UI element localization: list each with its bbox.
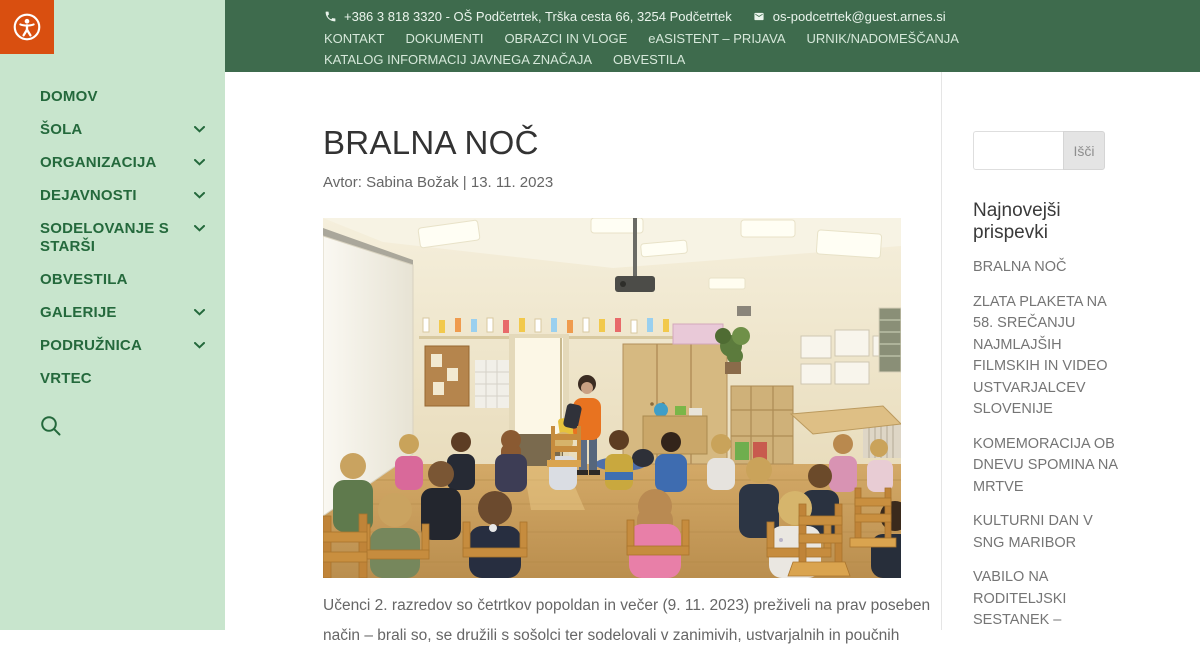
sidebar-item-vrtec[interactable]: VRTEC (40, 370, 92, 387)
sidebar-item-domov[interactable]: DOMOV (40, 88, 98, 105)
chevron-down-icon (194, 225, 205, 232)
sidebar-item-sodelovanje-s-starsi[interactable]: SODELOVANJE S STARŠI (40, 220, 207, 256)
phone-info: +386 3 818 3320 - OŠ Podčetrtek, Trška cesta 66, 3254 Podčetrtek (324, 6, 732, 28)
phone-icon (324, 10, 337, 23)
recent-post-link[interactable]: VABILO NA RODITELJSKI SESTANEK – (973, 569, 1067, 628)
sidebar-item-dejavnosti[interactable]: DEJAVNOSTI (40, 187, 207, 205)
topbar-link-urnik[interactable]: URNIK/NADOMEŠČANJA (806, 30, 959, 46)
sidebar-item-obvestila[interactable]: OBVESTILA (40, 271, 128, 288)
recent-post-link[interactable]: KOMEMORACIJA OB DNEVU SPOMINA NA MRTVE (973, 435, 1118, 495)
email-link[interactable]: os-podcetrtek@guest.arnes.si (752, 6, 946, 28)
page-title: BRALNA NOČ (323, 124, 539, 161)
article (323, 124, 939, 651)
search-form (973, 131, 1121, 170)
recent-posts-list (973, 257, 1121, 632)
topbar-link-katalog[interactable]: KATALOG INFORMACIJ JAVNEGA ZNAČAJA (324, 52, 592, 67)
recent-post-link[interactable]: ZLATA PLAKETA NA 58. SREČANJU NAJMLAJŠIH FILMSKIH IN VIDEO USTVARJALCEV SLOVENIJE (973, 293, 1108, 417)
topbar-link-obrazci[interactable]: OBRAZCI IN VLOGE (504, 30, 628, 46)
sidebar (0, 0, 225, 630)
chevron-down-icon (194, 159, 205, 166)
topbar-link-obvestila[interactable]: OBVESTILA (613, 52, 686, 67)
topbar-link-easistent[interactable]: eASISTENT – PRIJAVA (648, 30, 786, 46)
sidebar-item-podruznica[interactable]: PODRUŽNICA (40, 337, 207, 355)
search-input[interactable] (973, 131, 1063, 170)
recent-post-link[interactable]: BRALNA NOČ (973, 259, 1067, 275)
sidebar-item-organizacija[interactable]: ORGANIZACIJA (40, 154, 207, 172)
accessibility-icon (11, 11, 43, 43)
article-photo (323, 218, 901, 578)
chevron-down-icon (194, 309, 205, 316)
sidebar-search-button[interactable] (40, 415, 62, 437)
article-body: Učenci 2. razredov so četrtkov popoldan in večer (9. 11. 2023) preživeli na prav poseben način – brali so, se družili s sošolci ter sodelovali v zanimivih, ustvarjalnih in poučnih (323, 597, 931, 644)
sidebar-item-galerije[interactable]: GALERIJE (40, 304, 207, 322)
recent-post-link[interactable]: KULTURNI DAN V SNG MARIBOR (973, 513, 1093, 551)
chevron-down-icon (194, 126, 205, 133)
topbar (225, 0, 1200, 72)
chevron-down-icon (194, 342, 205, 349)
recent-posts-title: Najnovejši prispevki (973, 200, 1061, 243)
sidebar-nav (40, 88, 207, 403)
accessibility-button[interactable] (0, 0, 54, 54)
topbar-link-dokumenti[interactable]: DOKUMENTI (405, 30, 484, 46)
post-meta: Avtor: Sabina Božak | 13. 11. 2023 (323, 174, 554, 191)
search-button[interactable]: Išči (1063, 131, 1105, 170)
topbar-link-kontakt[interactable]: KONTAKT (324, 30, 385, 46)
content-sidebar-divider (941, 72, 942, 630)
search-icon (40, 415, 62, 437)
right-sidebar (973, 131, 1121, 645)
sidebar-item-sola[interactable]: ŠOLA (40, 121, 207, 139)
chevron-down-icon (194, 192, 205, 199)
email-icon (752, 11, 766, 22)
